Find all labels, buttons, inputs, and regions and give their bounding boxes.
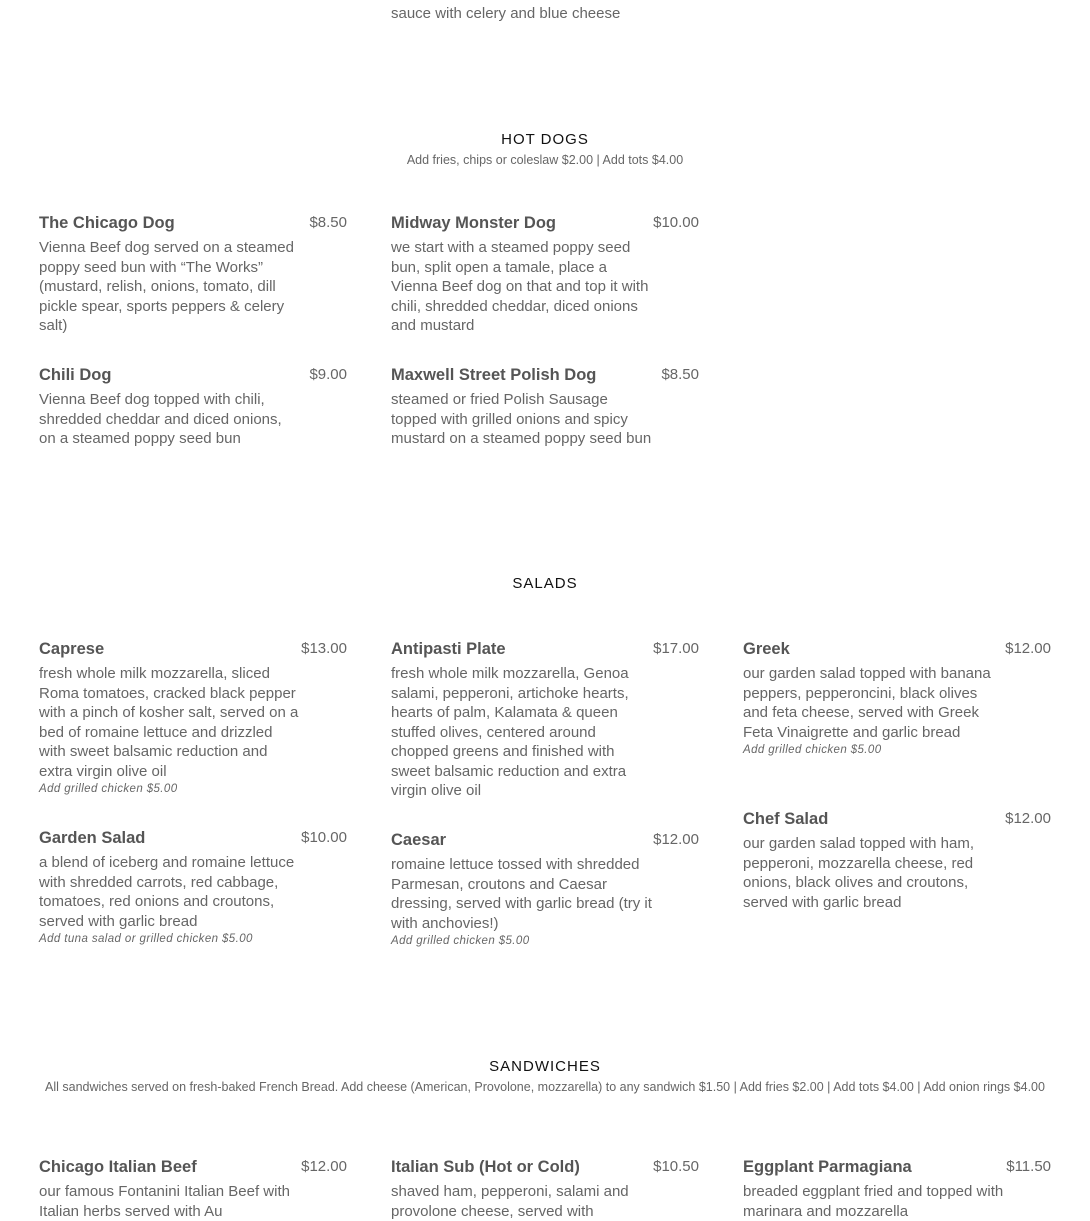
menu-item-add-on: Add tuna salad or grilled chicken $5.00 xyxy=(39,933,253,945)
menu-item-add-on: Add grilled chicken $5.00 xyxy=(39,783,178,795)
hot-dogs-section-note: Add fries, chips or coleslaw $2.00 | Add tots $4.00 xyxy=(406,153,684,167)
menu-item-description: we start with a steamed poppy seed bun, split open a tamale, place a Vienna Beef dog on that and top it with chili, shredded cheddar, diced onions and mustard xyxy=(391,239,649,334)
menu-item-price: $13.00 xyxy=(301,640,347,657)
menu-item-chef-salad xyxy=(743,810,1051,912)
menu-item-name: Caprese xyxy=(39,640,105,658)
menu-item-name: Italian Sub (Hot or Cold) xyxy=(391,1158,580,1176)
menu-item-name: Caesar xyxy=(391,831,447,849)
menu-item-price: $12.00 xyxy=(301,1158,347,1175)
menu-item-add-on: Add grilled chicken $5.00 xyxy=(743,744,882,756)
menu-item-price: $10.00 xyxy=(653,214,699,231)
menu-item-description: our famous Fontanini Italian Beef with Italian herbs served with Au xyxy=(39,1183,290,1220)
hot-dogs-section-title: HOT DOGS xyxy=(501,131,589,148)
menu-item-description: fresh whole milk mozzarella, Genoa salami, pepperoni, artichoke hearts, hearts of palm, Kalamata & queen stuffed olives, centered around chopped greens and finished with sweet balsamic reduction and extra virgin olive oil xyxy=(391,665,629,799)
menu-item-name: Greek xyxy=(743,640,790,658)
menu-item-chicago-italian-beef xyxy=(39,1158,347,1221)
menu-item-price: $8.50 xyxy=(309,214,347,231)
menu-item-midway-monster-dog xyxy=(391,214,699,336)
menu-item-price: $12.00 xyxy=(1005,810,1051,827)
menu-item-chili-dog xyxy=(39,366,347,449)
sandwiches-section-note: All sandwiches served on fresh-baked French Bread. Add cheese (American, Provolone, mozzarella) to any sandwich $1.50 | Add fries $2.00 | Add tots $4.00 | Add onion rings $4.00 xyxy=(45,1080,1045,1094)
menu-item-description: our garden salad topped with ham, pepperoni, mozzarella cheese, red onions, black olives and croutons, served with garlic bread xyxy=(743,835,974,911)
previous-item-description-fragment: sauce with celery and blue cheese xyxy=(391,5,621,22)
menu-item-name: Maxwell Street Polish Dog xyxy=(391,366,597,384)
menu-item-description: breaded eggplant fried and topped with marinara and mozzarella xyxy=(743,1183,1004,1220)
menu-item-the-chicago-dog xyxy=(39,214,347,336)
menu-item-greek xyxy=(743,640,1051,758)
menu-item-caesar xyxy=(391,831,699,949)
menu-item-italian-sub xyxy=(391,1158,699,1221)
menu-item-description: Vienna Beef dog served on a steamed poppy seed bun with “The Works” (mustard, relish, onions, tomato, dill pickle spear, sports peppers & celery salt) xyxy=(39,239,294,334)
menu-item-price: $12.00 xyxy=(1005,640,1051,657)
menu-item-price: $17.00 xyxy=(653,640,699,657)
menu-item-name: Garden Salad xyxy=(39,829,146,847)
menu-item-price: $10.50 xyxy=(653,1158,699,1175)
menu-item-price: $11.50 xyxy=(1006,1158,1051,1175)
menu-item-name: Chili Dog xyxy=(39,366,112,384)
menu-item-price: $12.00 xyxy=(653,831,699,848)
menu-item-description: our garden salad topped with banana peppers, pepperoncini, black olives and feta cheese, served with Greek Feta Vinaigrette and garlic bread xyxy=(743,665,991,741)
menu-item-description: Vienna Beef dog topped with chili, shredded cheddar and diced onions, on a steamed poppy seed bun xyxy=(39,391,282,447)
menu-item-garden-salad xyxy=(39,829,347,947)
menu-item-name: Chef Salad xyxy=(743,810,829,828)
menu-item-maxwell-street-polish-dog xyxy=(391,366,699,449)
menu-item-name: Midway Monster Dog xyxy=(391,214,557,232)
sandwiches-section-title: SANDWICHES xyxy=(489,1058,601,1075)
salads-section-title: SALADS xyxy=(512,575,578,592)
menu-item-description: romaine lettuce tossed with shredded Parmesan, croutons and Caesar dressing, served with garlic bread (try it with anchovies!) xyxy=(391,856,652,932)
menu-item-caprese xyxy=(39,640,347,797)
menu-item-eggplant-parmagiana xyxy=(743,1158,1051,1221)
menu-item-price: $8.50 xyxy=(661,366,699,383)
menu-item-description: shaved ham, pepperoni, salami and provolone cheese, served with xyxy=(391,1183,629,1220)
menu-item-name: The Chicago Dog xyxy=(39,214,175,232)
menu-item-antipasti-plate xyxy=(391,640,699,801)
menu-item-description: steamed or fried Polish Sausage topped with grilled onions and spicy mustard on a steamed poppy seed bun xyxy=(391,391,652,447)
menu-item-name: Antipasti Plate xyxy=(391,640,506,658)
menu-item-price: $10.00 xyxy=(301,829,347,846)
menu-item-description: a blend of iceberg and romaine lettuce with shredded carrots, red cabbage, tomatoes, red onions and croutons, served with garlic bread xyxy=(39,854,295,930)
menu-item-name: Eggplant Parmagiana xyxy=(743,1158,912,1176)
menu-item-name: Chicago Italian Beef xyxy=(39,1158,197,1176)
menu-item-description: fresh whole milk mozzarella, sliced Roma tomatoes, cracked black pepper with a pinch of kosher salt, served on a bed of romaine lettuce and drizzled with sweet balsamic reduction and extra virgin olive oil xyxy=(39,665,299,780)
menu-item-add-on: Add grilled chicken $5.00 xyxy=(391,935,530,947)
menu-item-price: $9.00 xyxy=(309,366,347,383)
